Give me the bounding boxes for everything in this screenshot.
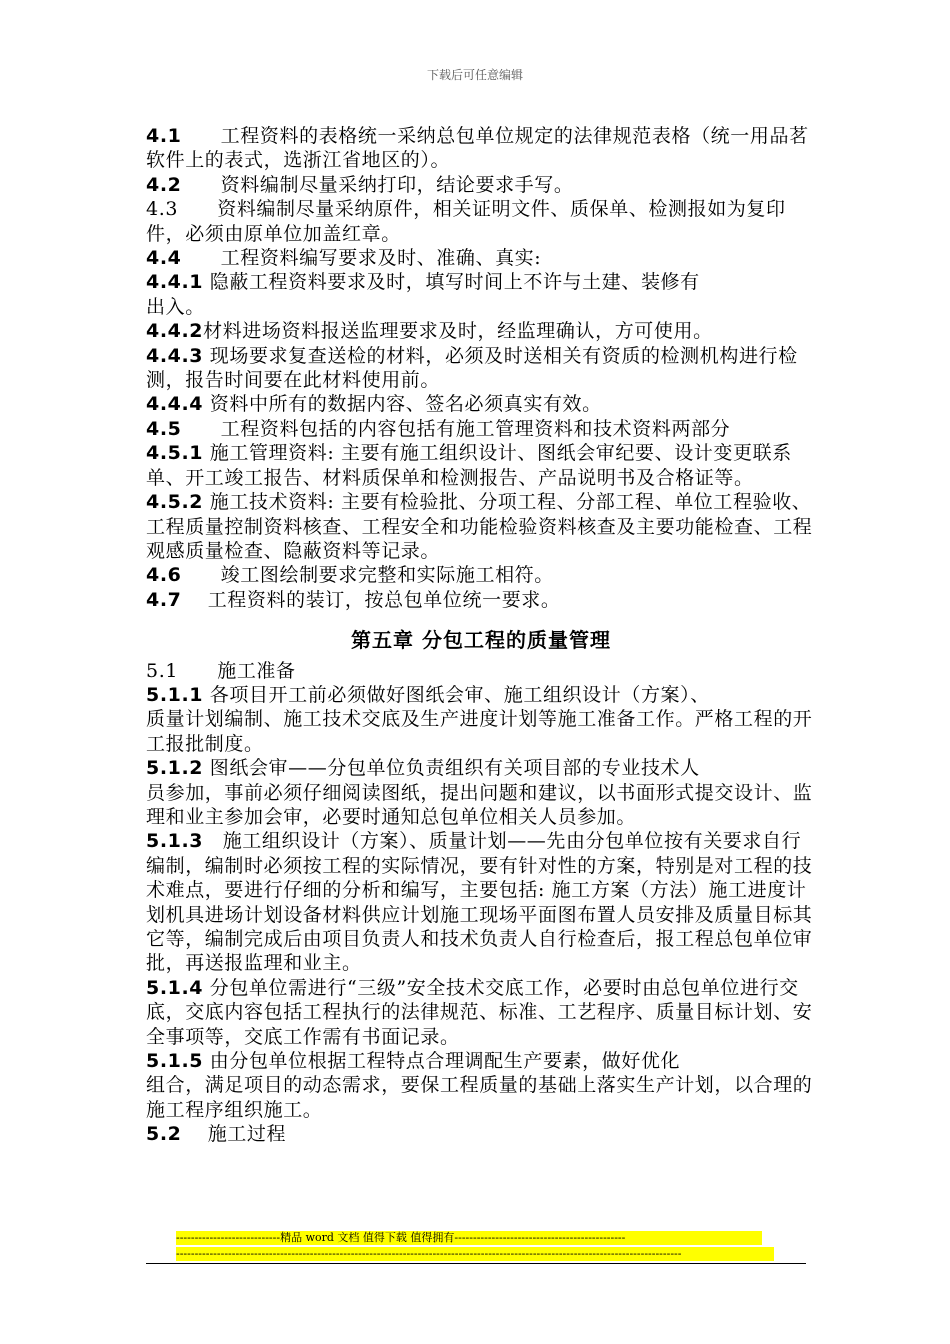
chapter-title: 第五章 分包工程的质量管理 [351,628,611,653]
section-number: 4.5.1 [146,442,204,465]
paragraph-text: 材料进场资料报送监理要求及时，经监理确认，方可使用。 [203,320,713,343]
section-number: 5.1.5 [146,1050,204,1073]
section-number: 5.1.4 [146,976,204,999]
paragraph-text: 施工过程 [181,1123,287,1146]
section-number: 4.7 [146,588,182,611]
paragraph-text: 资料中所有的数据内容、签名必须真实有效。 [203,393,602,416]
section-number: 5.1 [146,659,179,682]
paragraph-text: 由分包单位根据工程特点合理调配生产要素，做好优化 组合，满足项目的动态需求，要保工程质量的基础上落实生产计划，以合理的施工程序组织施工。 [146,1050,813,1121]
paragraph-text: 资料编制尽量采纳打印，结论要求手写。 [181,173,574,196]
paragraph-4-4-4 [146,392,816,416]
paragraph-text: 工程资料编写要求及时、准确、真实: [181,247,542,270]
document-body [146,124,816,1147]
section-number: 4.2 [146,173,182,196]
paragraph-4-5-2 [146,490,816,563]
section-number: 5.1.3 [146,830,204,853]
paragraph-text: 隐蔽工程资料要求及时，填写时间上不许与土建、装修有 出入。 [146,271,700,318]
section-number: 4.4.3 [146,344,204,367]
section-number: 4.1 [146,125,182,147]
paragraph-text: 施工组织设计（方案）、质量计划——先由分包单位按有关要求自行编制，编制时必须按工程的实际情况，要有针对性的方案，特别是对工程的技术难点，要进行仔细的分析和编写，主要包括: 施工方案（方法）施工进度计划机具进场计划设备材料供应计划施工现场平面图布置人员安排及质量目标其它等，编制完成后由项目负责人和技术负责人自行检查后，报工程总包单位审批，再送报监理和业主。 [146,830,813,975]
paragraph-text: 竣工图绘制要求完整和实际施工相符。 [181,564,554,587]
section-number: 5.1.2 [146,757,204,780]
paragraph-5-1-5 [146,1049,816,1122]
paragraph-text: 图纸会审——分包单位负责组织有关项目部的专业技术人 员参加，事前必须仔细阅读图纸，提出问题和建议，以书面形式提交设计、监理和业主参加会审，必要时通知总包单位相关人员参加。 [146,757,813,828]
paragraph-text: 施工管理资料: 主要有施工组织设计、图纸会审纪要、设计变更联系单、开工竣工报告、材料质保单和检测报告、产品说明书及合格证等。 [146,442,792,489]
footer-banner-line-1: ----------------------------精品 word 文档 值得下载 值得拥有---------------------------------------------- [176,1231,762,1245]
paragraph-4-3 [146,197,816,246]
section-number: 4.4.4 [146,393,204,416]
section-number: 4.6 [146,564,182,587]
paragraph-4-4-1 [146,270,816,319]
paragraph-5-1-4 [146,976,816,1049]
section-number: 4.5.2 [146,491,204,514]
paragraph-text: 资料编制尽量采纳原件，相关证明文件、质保单、检测报如为复印件，必须由原单位加盖红章。 [146,198,786,245]
paragraph-text: 各项目开工前必须做好图纸会审、施工组织设计（方案）、 质量计划编制、施工技术交底及生产进度计划等施工准备工作。严格工程的开工报批制度。 [146,683,813,755]
paragraph-4-4-2 [146,319,816,343]
section-number: 4.3 [146,198,179,221]
paragraph-5-1-1 [146,683,816,756]
paragraph-4-5-1 [146,441,816,490]
section-number: 4.4.2 [146,320,204,343]
paragraph-4-1 [146,124,816,173]
paragraph-text: 施工技术资料: 主要有检验批、分项工程、分部工程、单位工程验收、工程质量控制资料核查、工程安全和功能检验资料核查及主要功能检查、工程观感质量检查、隐蔽资料等记录。 [146,491,813,562]
paragraph-text: 分包单位需进行“三级”安全技术交底工作，必要时由总包单位进行交底，交底内容包括工程执行的法律规范、标准、工艺程序、质量目标计划、安全事项等，交底工作需有书面记录。 [146,976,813,1048]
section-number: 5.1.1 [146,683,204,706]
paragraph-5-1 [146,659,816,683]
section-number: 4.5 [146,417,182,440]
paragraph-4-6 [146,563,816,587]
paragraph-4-7 [146,588,816,612]
paragraph-text: 工程资料的装订，按总包单位统一要求。 [181,588,561,611]
paragraph-text: 工程资料的表格统一采纳总包单位规定的法律规范表格（统一用品茗软件上的表式，选浙江省地区的）。 [146,125,809,172]
paragraph-5-2 [146,1122,816,1146]
paragraph-5-1-3 [146,829,816,975]
paragraph-5-1-2 [146,756,816,829]
section-number: 4.4 [146,247,182,270]
header-note: 下载后可任意编辑 [426,68,523,82]
paragraph-text: 工程资料包括的内容包括有施工管理资料和技术资料两部分 [181,417,731,440]
footer-banner-line-2: ---------------------------------------------------------------------------------------------------------------------------------------- [176,1247,774,1261]
paragraph-4-5 [146,417,816,441]
footer-divider [146,1263,806,1264]
paragraph-text: 施工准备 [178,659,296,682]
paragraph-text: 现场要求复查送检的材料，必须及时送相关有资质的检测机构进行检测，报告时间要在此材料使用前。 [146,344,798,392]
section-number: 4.4.1 [146,271,204,294]
section-number: 5.2 [146,1123,182,1146]
paragraph-4-2 [146,173,816,197]
paragraph-4-4 [146,246,816,270]
paragraph-4-4-3 [146,344,816,393]
